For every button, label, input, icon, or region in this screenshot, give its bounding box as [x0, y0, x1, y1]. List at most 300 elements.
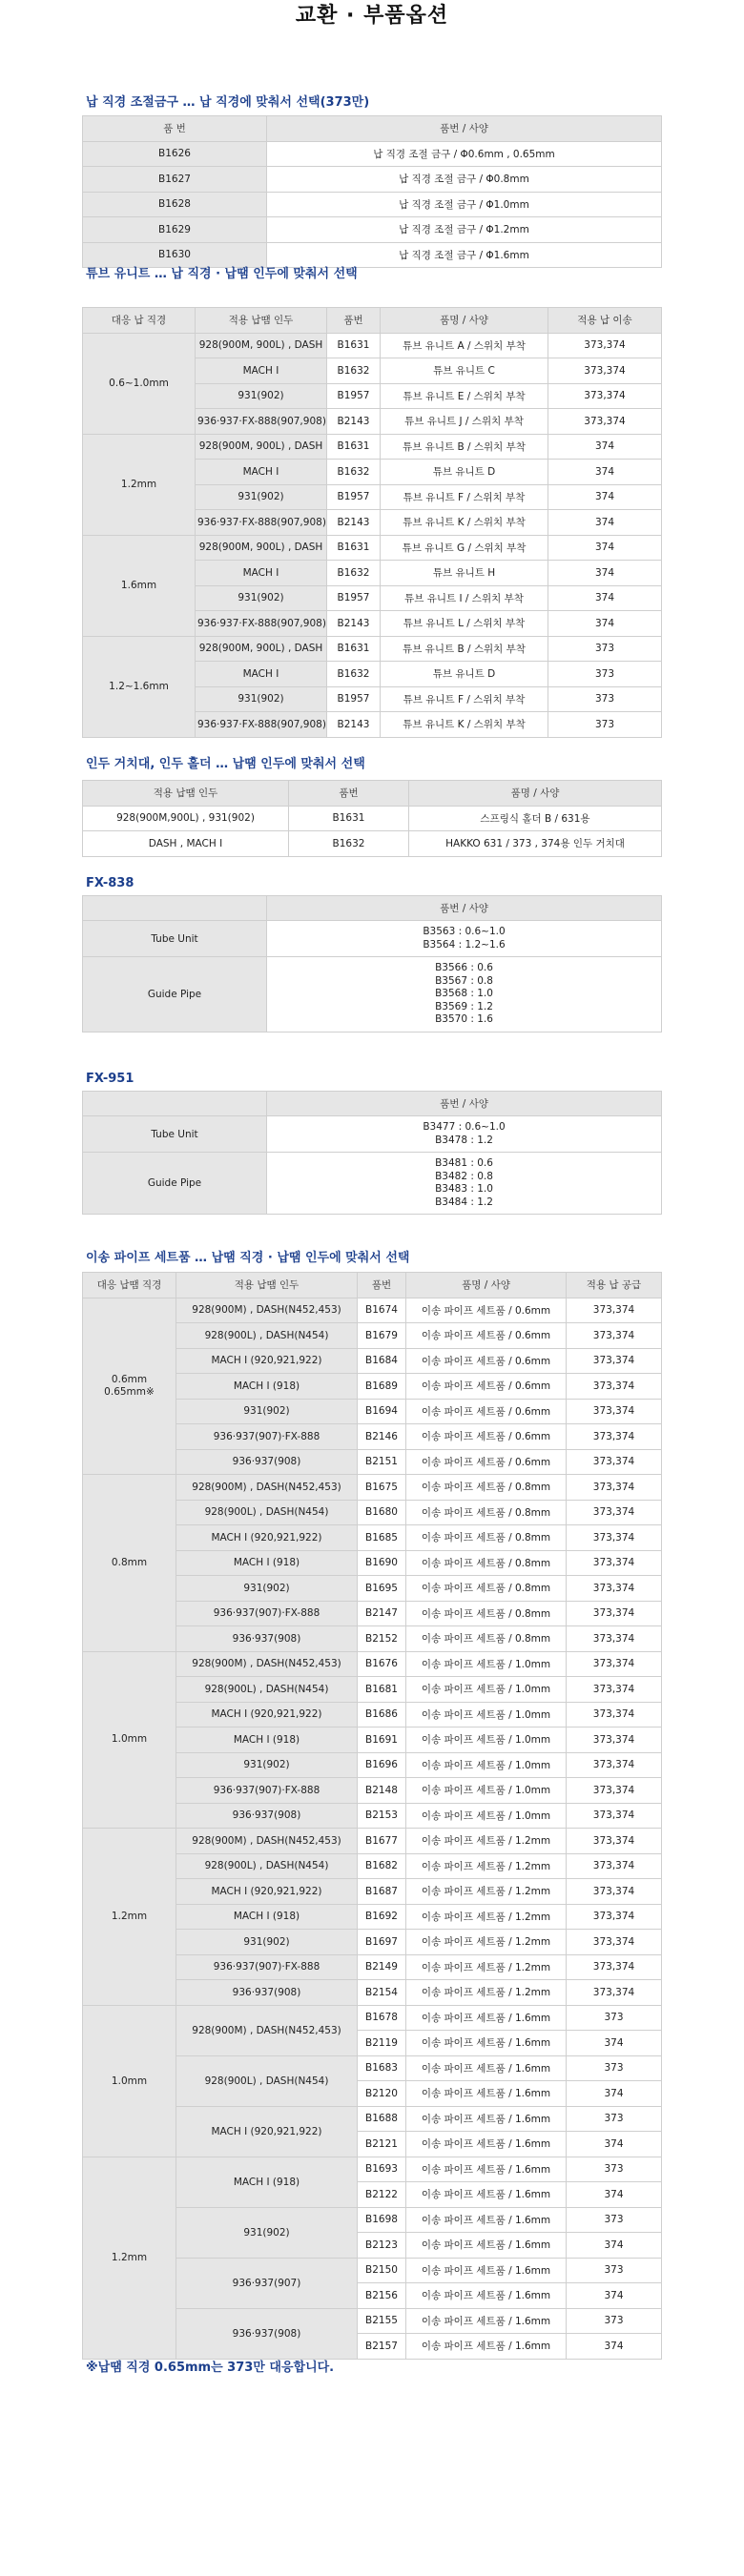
diameter-line: 0.8mm — [111, 1556, 148, 1568]
column-header: 품번 / 사양 — [267, 896, 662, 921]
part-number-cell: B1696 — [358, 1752, 406, 1778]
iron-cell: 928(900L) , DASH(N454) — [176, 2055, 358, 2106]
iron-cell: MACH I — [196, 358, 327, 384]
feeder-cell: 373 — [567, 2157, 662, 2182]
table — [82, 780, 662, 857]
feeder-cell: 373 — [567, 2106, 662, 2132]
feeder-cell: 374 — [567, 2283, 662, 2309]
spec-cell: 튜브 유니트 A / 스위치 부착 — [381, 333, 548, 358]
part-number-cell: B2143 — [327, 611, 381, 637]
spec-cell: 이송 파이프 세트품 / 0.6mm — [406, 1348, 567, 1374]
table-row — [83, 831, 662, 857]
part-number-cell: B1685 — [358, 1525, 406, 1551]
part-number-cell: B2143 — [327, 510, 381, 536]
iron-cell: DASH , MACH I — [83, 831, 289, 857]
iron-cell: 928(900M) , DASH(N452,453) — [176, 1651, 358, 1677]
iron-cell: 928(900L) , DASH(N454) — [176, 1323, 358, 1349]
spec-cell: 이송 파이프 세트품 / 1.6mm — [406, 2207, 567, 2233]
spec-cell: 스프링식 홀더 B / 631용 — [409, 806, 662, 831]
iron-cell: 936·937(908) — [176, 1980, 358, 2006]
iron-cell: 936·937·FX-888(907,908) — [196, 510, 327, 536]
feeder-cell: 373,374 — [567, 1853, 662, 1879]
iron-cell: 928(900M, 900L) , DASH — [196, 434, 327, 460]
iron-cell: 931(902) — [176, 1930, 358, 1955]
row-label-cell: Tube Unit — [83, 1116, 267, 1153]
spec-lines-cell — [267, 921, 662, 957]
header-row — [83, 781, 662, 807]
header-row — [83, 308, 662, 334]
feeder-cell: 373,374 — [567, 1399, 662, 1424]
spec-cell: 이송 파이프 세트품 / 1.6mm — [406, 2081, 567, 2107]
spec-cell: 이송 파이프 세트품 / 1.0mm — [406, 1677, 567, 1703]
iron-cell: 936·937(908) — [176, 1803, 358, 1829]
part-number-cell: B2143 — [327, 712, 381, 738]
part-number-cell: B1957 — [327, 383, 381, 409]
spec-cell: 이송 파이프 세트품 / 0.8mm — [406, 1626, 567, 1652]
spec-cell: 납 직경 조절 금구 / Φ1.2mm — [267, 217, 662, 243]
spec-cell: 이송 파이프 세트품 / 0.6mm — [406, 1424, 567, 1450]
part-number-cell: B1632 — [327, 662, 381, 687]
part-number-cell: B1957 — [327, 585, 381, 611]
part-number-cell: B1632 — [327, 358, 381, 384]
iron-cell: 928(900M) , DASH(N452,453) — [176, 1475, 358, 1501]
row-label-cell: Guide Pipe — [83, 1153, 267, 1215]
feeder-cell: 373,374 — [567, 1930, 662, 1955]
diameter-cell — [83, 1651, 176, 1829]
table-row — [83, 167, 662, 193]
spec-cell: 이송 파이프 세트품 / 0.6mm — [406, 1399, 567, 1424]
iron-cell: MACH I (918) — [176, 1550, 358, 1576]
part-number-cell: B1632 — [327, 460, 381, 485]
feeder-cell: 374 — [548, 484, 662, 510]
spec-cell: 튜브 유니트 C — [381, 358, 548, 384]
table — [82, 895, 662, 1032]
iron-cell: 936·937(908) — [176, 1626, 358, 1652]
table — [82, 307, 662, 738]
feeder-cell: 373,374 — [548, 358, 662, 384]
feeder-cell: 373,374 — [567, 1752, 662, 1778]
iron-cell: MACH I (920,921,922) — [176, 2106, 358, 2157]
part-number-cell: B1686 — [358, 1702, 406, 1728]
spec-cell: 이송 파이프 세트품 / 1.0mm — [406, 1803, 567, 1829]
part-number-cell: B1631 — [327, 636, 381, 662]
column-header: 적용 납 이송 — [548, 308, 662, 334]
spec-line: B3477 : 0.6~1.0 — [423, 1121, 506, 1133]
part-number-cell: B1680 — [358, 1500, 406, 1525]
diameter-line: 0.6mm — [111, 1373, 148, 1385]
table-row — [83, 806, 662, 831]
iron-cell: 936·937(908) — [176, 1449, 358, 1475]
header-row — [83, 1273, 662, 1298]
part-number-cell: B1631 — [327, 535, 381, 561]
iron-cell: 936·937(907)·FX-888 — [176, 1778, 358, 1804]
part-number-cell: B1957 — [327, 686, 381, 712]
part-number-cell: B2151 — [358, 1449, 406, 1475]
table-fx838 — [82, 895, 662, 1032]
iron-cell: 928(900M, 900L) , DASH — [196, 535, 327, 561]
table-row — [83, 141, 662, 167]
spec-cell: 이송 파이프 세트품 / 1.2mm — [406, 1954, 567, 1980]
spec-cell: 이송 파이프 세트품 / 0.8mm — [406, 1500, 567, 1525]
table-row — [83, 2157, 662, 2182]
diameter-line: 1.2mm — [111, 1910, 148, 1922]
spec-line: B3484 : 1.2 — [435, 1196, 493, 1208]
iron-cell: 928(900L) , DASH(N454) — [176, 1853, 358, 1879]
feeder-cell: 374 — [567, 2031, 662, 2056]
feeder-cell: 373,374 — [567, 1980, 662, 2006]
column-header: 적용 납땜 인두 — [176, 1273, 358, 1298]
column-header: 적용 납 공급 — [567, 1273, 662, 1298]
spec-cell: 튜브 유니트 B / 스위치 부착 — [381, 434, 548, 460]
spec-lines-cell — [267, 1116, 662, 1153]
part-number-cell: B2122 — [358, 2182, 406, 2208]
spec-cell: HAKKO 631 / 373 , 374용 인두 거치대 — [409, 831, 662, 857]
iron-cell: 931(902) — [196, 383, 327, 409]
spec-cell: 이송 파이프 세트품 / 1.0mm — [406, 1778, 567, 1804]
spec-cell: 이송 파이프 세트품 / 1.6mm — [406, 2055, 567, 2081]
table-row — [83, 636, 662, 662]
feeder-cell: 373,374 — [567, 1879, 662, 1905]
iron-cell: 928(900M) , DASH(N452,453) — [176, 1829, 358, 1854]
feeder-cell: 373,374 — [567, 1803, 662, 1829]
iron-cell: MACH I (918) — [176, 1374, 358, 1400]
part-number-cell: B1697 — [358, 1930, 406, 1955]
table-row — [83, 1475, 662, 1501]
part-number-cell: B2120 — [358, 2081, 406, 2107]
feeder-cell: 373 — [567, 2258, 662, 2283]
feeder-cell: 373,374 — [567, 1374, 662, 1400]
table-row — [83, 192, 662, 217]
part-number-cell: B2143 — [327, 409, 381, 435]
feeder-cell: 373,374 — [567, 1323, 662, 1349]
iron-cell: 936·937(907)·FX-888 — [176, 1954, 358, 1980]
spec-cell: 튜브 유니트 E / 스위치 부착 — [381, 383, 548, 409]
table-row — [83, 1153, 662, 1215]
spec-cell: 이송 파이프 세트품 / 1.6mm — [406, 2157, 567, 2182]
table-row — [83, 1651, 662, 1677]
feeder-cell: 373 — [548, 636, 662, 662]
table-tube-unit — [82, 307, 662, 738]
part-number-cell: B1632 — [327, 561, 381, 586]
feeder-cell: 373 — [567, 2055, 662, 2081]
spec-cell: 튜브 유니트 G / 스위치 부착 — [381, 535, 548, 561]
column-header: 품 번 — [83, 116, 267, 142]
feeder-cell: 373,374 — [567, 1904, 662, 1930]
section-title-tube-unit: 튜브 유니트 … 납 직경 · 납땜 인두에 맞춰서 선택 — [86, 267, 358, 281]
spec-cell: 튜브 유니트 L / 스위치 부착 — [381, 611, 548, 637]
spec-line: B3564 : 1.2~1.6 — [423, 938, 506, 951]
iron-cell: 928(900M) , DASH(N452,453) — [176, 2005, 358, 2055]
feeder-cell: 374 — [567, 2081, 662, 2107]
feeder-cell: 373,374 — [567, 1424, 662, 1450]
spec-cell: 튜브 유니트 H — [381, 561, 548, 586]
spec-cell: 이송 파이프 세트품 / 1.6mm — [406, 2106, 567, 2132]
spec-cell: 이송 파이프 세트품 / 0.6mm — [406, 1298, 567, 1323]
part-number-cell: B1690 — [358, 1550, 406, 1576]
column-header: 품번 — [327, 308, 381, 334]
column-header: 적용 납땜 인두 — [196, 308, 327, 334]
feeder-cell: 373,374 — [548, 409, 662, 435]
feeder-cell: 374 — [548, 535, 662, 561]
column-header: 품번 — [289, 781, 409, 807]
feeder-cell: 373,374 — [567, 1626, 662, 1652]
part-number-cell: B1693 — [358, 2157, 406, 2182]
table-row — [83, 1298, 662, 1323]
feeder-cell: 374 — [548, 510, 662, 536]
feeder-cell: 373 — [548, 712, 662, 738]
table-row — [83, 242, 662, 268]
footnote: ※납땜 직경 0.65mm는 373만 대응합니다. — [86, 2361, 335, 2375]
feeder-cell: 374 — [548, 460, 662, 485]
section-title-solder-diameter-fitting: 납 직경 조절금구 … 납 직경에 맞춰서 선택(373만) — [86, 95, 370, 110]
iron-cell: MACH I (918) — [176, 1904, 358, 1930]
table-row — [83, 333, 662, 358]
table-row — [83, 921, 662, 957]
iron-cell: 931(902) — [176, 1576, 358, 1602]
feeder-cell: 374 — [548, 561, 662, 586]
iron-cell: MACH I — [196, 460, 327, 485]
spec-cell: 이송 파이프 세트품 / 1.2mm — [406, 1980, 567, 2006]
spec-line: B3568 : 1.0 — [435, 988, 493, 999]
spec-line: B3481 : 0.6 — [435, 1157, 493, 1169]
part-number-cell: B1684 — [358, 1348, 406, 1374]
part-number-cell: B1957 — [327, 484, 381, 510]
iron-cell: MACH I (920,921,922) — [176, 1348, 358, 1374]
part-number-cell: B1678 — [358, 2005, 406, 2031]
iron-cell: 936·937(908) — [176, 2308, 358, 2359]
diameter-line: 0.65mm※ — [104, 1385, 155, 1398]
iron-cell: 936·937·FX-888(907,908) — [196, 712, 327, 738]
iron-cell: 928(900M) , DASH(N452,453) — [176, 1298, 358, 1323]
part-number-cell: B1679 — [358, 1323, 406, 1349]
column-header-empty — [83, 896, 267, 921]
feeder-cell: 374 — [548, 611, 662, 637]
table-row — [83, 1116, 662, 1153]
iron-cell: 928(900M, 900L) , DASH — [196, 333, 327, 358]
spec-line: B3567 : 0.8 — [435, 974, 493, 987]
feeder-cell: 373,374 — [567, 1475, 662, 1501]
feeder-cell: 373,374 — [567, 1677, 662, 1703]
iron-cell: 931(902) — [176, 1752, 358, 1778]
spec-cell: 이송 파이프 세트품 / 1.6mm — [406, 2233, 567, 2259]
part-number-cell: B1695 — [358, 1576, 406, 1602]
part-number-cell: B2153 — [358, 1803, 406, 1829]
part-number-cell: B2154 — [358, 1980, 406, 2006]
feeder-cell: 373,374 — [567, 1829, 662, 1854]
part-number-cell: B1677 — [358, 1829, 406, 1854]
feeder-cell: 373 — [567, 2005, 662, 2031]
iron-cell: 931(902) — [176, 2207, 358, 2258]
header-row — [83, 896, 662, 921]
feeder-cell: 373,374 — [567, 1651, 662, 1677]
part-number-cell: B1691 — [358, 1728, 406, 1753]
feeder-cell: 374 — [567, 2182, 662, 2208]
part-number-cell: B1698 — [358, 2207, 406, 2233]
column-header: 품번 / 사양 — [267, 116, 662, 142]
part-number-cell: B1687 — [358, 1879, 406, 1905]
part-number-cell: B1632 — [289, 831, 409, 857]
iron-cell: 931(902) — [196, 484, 327, 510]
diameter-line: 1.0mm — [111, 1733, 148, 1746]
iron-cell: MACH I (918) — [176, 2157, 358, 2207]
diameter-cell: 1.0mm — [83, 2005, 176, 2157]
part-number-cell: B1694 — [358, 1399, 406, 1424]
spec-cell: 납 직경 조절 금구 / Φ1.6mm — [267, 242, 662, 268]
part-number-cell: B1627 — [83, 167, 267, 193]
spec-cell: 이송 파이프 세트품 / 0.6mm — [406, 1374, 567, 1400]
table-row — [83, 957, 662, 1032]
spec-cell: 튜브 유니트 B / 스위치 부착 — [381, 636, 548, 662]
part-number-cell: B1631 — [289, 806, 409, 831]
table-row — [83, 2005, 662, 2031]
part-number-cell: B1681 — [358, 1677, 406, 1703]
table-iron-holder — [82, 780, 662, 857]
part-number-cell: B2156 — [358, 2283, 406, 2309]
spec-cell: 이송 파이프 세트품 / 1.2mm — [406, 1904, 567, 1930]
column-header-empty — [83, 1092, 267, 1116]
spec-cell: 이송 파이프 세트품 / 0.8mm — [406, 1475, 567, 1501]
spec-cell: 이송 파이프 세트품 / 0.8mm — [406, 1576, 567, 1602]
spec-cell: 이송 파이프 세트품 / 1.2mm — [406, 1879, 567, 1905]
spec-cell: 납 직경 조절 금구 / Φ0.8mm — [267, 167, 662, 193]
feeder-cell: 374 — [548, 585, 662, 611]
row-label-cell: Tube Unit — [83, 921, 267, 957]
spec-line: B3569 : 1.2 — [435, 1000, 493, 1012]
spec-line: B3570 : 1.6 — [435, 1013, 493, 1025]
iron-cell: 928(900L) , DASH(N454) — [176, 1500, 358, 1525]
iron-cell: 931(902) — [176, 1399, 358, 1424]
feeder-cell: 374 — [567, 2132, 662, 2157]
spec-cell: 이송 파이프 세트품 / 0.8mm — [406, 1550, 567, 1576]
iron-cell: 931(902) — [196, 686, 327, 712]
diameter-cell — [83, 1298, 176, 1475]
feeder-cell: 373,374 — [567, 1728, 662, 1753]
feeder-cell: 374 — [548, 434, 662, 460]
table-feed-pipe-set — [82, 1272, 662, 2360]
iron-cell: 928(900M, 900L) , DASH — [196, 636, 327, 662]
part-number-cell: B2148 — [358, 1778, 406, 1804]
part-number-cell: B2119 — [358, 2031, 406, 2056]
iron-cell: MACH I — [196, 561, 327, 586]
feeder-cell: 373 — [548, 686, 662, 712]
table-row — [83, 1829, 662, 1854]
table-row — [83, 217, 662, 243]
feeder-cell: 373,374 — [567, 1298, 662, 1323]
column-header: 적용 납땜 인두 — [83, 781, 289, 807]
spec-cell: 이송 파이프 세트품 / 1.6mm — [406, 2283, 567, 2309]
column-header: 품번 — [358, 1273, 406, 1298]
diameter-cell — [83, 1829, 176, 2006]
part-number-cell: B2147 — [358, 1601, 406, 1626]
feeder-cell: 373,374 — [567, 1500, 662, 1525]
spec-cell: 이송 파이프 세트품 / 1.6mm — [406, 2308, 567, 2334]
iron-cell: 928(900L) , DASH(N454) — [176, 1677, 358, 1703]
feeder-cell: 374 — [567, 2334, 662, 2360]
spec-cell: 납 직경 조절 금구 / Φ1.0mm — [267, 192, 662, 217]
spec-cell: 이송 파이프 세트품 / 1.6mm — [406, 2334, 567, 2360]
spec-cell: 튜브 유니트 D — [381, 460, 548, 485]
spec-line: B3563 : 0.6~1.0 — [423, 926, 506, 937]
part-number-cell: B2155 — [358, 2308, 406, 2334]
spec-cell: 튜브 유니트 K / 스위치 부착 — [381, 712, 548, 738]
spec-cell: 이송 파이프 세트품 / 1.2mm — [406, 1853, 567, 1879]
iron-cell: MACH I — [196, 662, 327, 687]
spec-cell: 튜브 유니트 F / 스위치 부착 — [381, 484, 548, 510]
feeder-cell: 373,374 — [567, 1525, 662, 1551]
spec-line: B3483 : 1.0 — [435, 1183, 493, 1195]
feeder-cell: 373 — [567, 2207, 662, 2233]
part-number-cell: B1631 — [327, 434, 381, 460]
section-title-iron-holder: 인두 거치대, 인두 홀더 … 납땜 인두에 맞춰서 선택 — [86, 757, 365, 771]
part-number-cell: B1631 — [327, 333, 381, 358]
part-number-cell: B1628 — [83, 192, 267, 217]
part-number-cell: B1692 — [358, 1904, 406, 1930]
part-number-cell: B1675 — [358, 1475, 406, 1501]
spec-cell: 튜브 유니트 J / 스위치 부착 — [381, 409, 548, 435]
diameter-cell: 1.6mm — [83, 535, 196, 636]
feeder-cell: 373,374 — [567, 1576, 662, 1602]
feeder-cell: 373,374 — [567, 1954, 662, 1980]
spec-cell: 이송 파이프 세트품 / 1.0mm — [406, 1702, 567, 1728]
part-number-cell: B1676 — [358, 1651, 406, 1677]
feeder-cell: 373 — [567, 2308, 662, 2334]
feeder-cell: 373,374 — [567, 1702, 662, 1728]
feeder-cell: 373,374 — [567, 1601, 662, 1626]
part-number-cell: B2152 — [358, 1626, 406, 1652]
feeder-cell: 373,374 — [567, 1449, 662, 1475]
table — [82, 115, 662, 268]
table-row — [83, 535, 662, 561]
iron-cell: 936·937·FX-888(907,908) — [196, 409, 327, 435]
iron-cell: MACH I (920,921,922) — [176, 1525, 358, 1551]
table — [82, 1272, 662, 2360]
diameter-cell: 1.2mm — [83, 2157, 176, 2359]
spec-cell: 이송 파이프 세트품 / 1.0mm — [406, 1651, 567, 1677]
table-row — [83, 434, 662, 460]
spec-line: B3478 : 1.2 — [435, 1134, 493, 1146]
part-number-cell: B1682 — [358, 1853, 406, 1879]
spec-cell: 이송 파이프 세트품 / 1.2mm — [406, 1930, 567, 1955]
spec-cell: 이송 파이프 세트품 / 1.6mm — [406, 2258, 567, 2283]
part-number-cell: B1683 — [358, 2055, 406, 2081]
spec-cell: 이송 파이프 세트품 / 1.6mm — [406, 2005, 567, 2031]
spec-lines-cell — [267, 957, 662, 1032]
iron-cell: 928(900M,900L) , 931(902) — [83, 806, 289, 831]
table-fx951 — [82, 1091, 662, 1215]
iron-cell: 936·937·FX-888(907,908) — [196, 611, 327, 637]
spec-cell: 이송 파이프 세트품 / 1.6mm — [406, 2182, 567, 2208]
feeder-cell: 373,374 — [548, 383, 662, 409]
spec-cell: 튜브 유니트 I / 스위치 부착 — [381, 585, 548, 611]
spec-cell: 이송 파이프 세트품 / 1.6mm — [406, 2031, 567, 2056]
spec-cell: 이송 파이프 세트품 / 0.8mm — [406, 1601, 567, 1626]
column-header: 품명 / 사양 — [381, 308, 548, 334]
column-header: 품명 / 사양 — [406, 1273, 567, 1298]
spec-cell: 이송 파이프 세트품 / 0.8mm — [406, 1525, 567, 1551]
column-header: 대응 납 직경 — [83, 308, 196, 334]
part-number-cell: B1629 — [83, 217, 267, 243]
part-number-cell: B1688 — [358, 2106, 406, 2132]
part-number-cell: B1630 — [83, 242, 267, 268]
feeder-cell: 373,374 — [567, 1348, 662, 1374]
diameter-cell: 1.2mm — [83, 434, 196, 535]
feeder-cell: 373,374 — [567, 1550, 662, 1576]
feeder-cell: 373 — [548, 662, 662, 687]
iron-cell: 936·937(907)·FX-888 — [176, 1601, 358, 1626]
part-number-cell: B2157 — [358, 2334, 406, 2360]
section-title-fx838: FX-838 — [86, 876, 134, 890]
header-row — [83, 116, 662, 142]
